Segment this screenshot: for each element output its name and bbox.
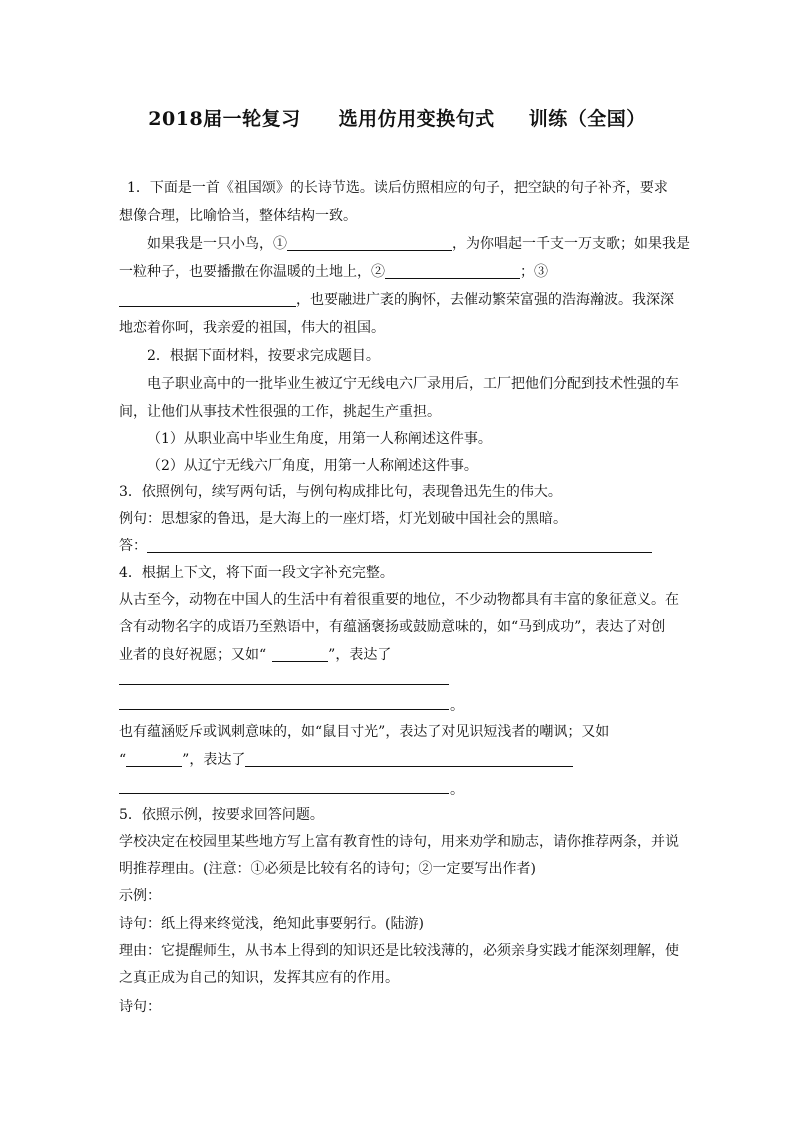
q5-reason-line-1: 理由：它提醒师生，从书本上得到的知识还是比较浅薄的，必须亲身实践才能深刻理解，使: [119, 943, 679, 959]
q1-line-3-text-b: ，为你唱起一千支一万支歌；如果我是: [452, 236, 690, 252]
q1-blank-2[interactable]: [385, 262, 520, 279]
q2-line-1: 2．根据下面材料，按要求完成题目。: [147, 348, 380, 364]
q4-line-2: 从古至今，动物在中国人的生活中有着很重要的地位，不少动物都具有丰富的象征意义。在: [119, 592, 679, 608]
q4-answer-rule-2[interactable]: [119, 709, 449, 710]
title-part-1: 2018届一轮复习: [148, 108, 301, 130]
q2-line-2: 电子职业高中的一批毕业生被辽宁无线电六厂录用后，工厂把他们分配到技术性强的车: [147, 376, 679, 392]
q1-blank-1[interactable]: [287, 234, 452, 251]
q1-line-5: [119, 286, 679, 314]
q3-example: 例句：思想家的鲁迅，是大海上的一座灯塔，灯光划破中国社会的黑暗。: [119, 511, 567, 527]
q2-line-3: 间，让他们从事技术性很强的工作，挑起生产重担。: [119, 404, 441, 420]
q4-blank-idiom-1[interactable]: [272, 645, 328, 662]
q3-answer-blank[interactable]: [147, 536, 652, 553]
q5-reason-line-2: 之真正成为自己的知识，发挥其应有的作用。: [119, 970, 399, 986]
q4-blank-meaning-2[interactable]: [245, 750, 573, 767]
q5-line-3: 明推荐理由。(注意：①必须是比较有名的诗句；②一定要写出作者): [119, 861, 536, 877]
q4-line-8: [119, 746, 679, 774]
q1-line-4-text-a: 一粒种子，也要播撒在你温暖的土地上，②: [119, 264, 385, 280]
title-part-3: 训练（全国）: [528, 108, 646, 130]
q5-example-label: 示例：: [119, 888, 161, 904]
q4-line-4-text-b: ”，表达了: [328, 647, 392, 663]
q4-line-8-text-a: “: [119, 752, 127, 768]
q4-answer-rule-3[interactable]: [119, 793, 449, 794]
q4-period-2: 。: [450, 782, 464, 798]
q1-line-5-text-b: ，也要融进广袤的胸怀，去催动繁荣富强的浩海瀚波。我深深: [296, 292, 674, 308]
q2-sub-1: （1）从职业高中毕业生角度，用第一人称阐述这件事。: [147, 431, 492, 447]
q4-answer-rule-1[interactable]: [119, 684, 449, 685]
q1-line-6: 地恋着你呵，我亲爱的祖国，伟大的祖国。: [119, 320, 385, 336]
q4-period-1: 。: [450, 698, 464, 714]
q5-poem-label: 诗句：: [119, 999, 161, 1015]
q1-line-3: [147, 230, 707, 258]
q1-line-3-text-a: 如果我是一只小鸟，①: [147, 236, 287, 252]
q5-line-2: 学校决定在校园里某些地方写上富有教育性的诗句，用来劝学和励志，请你推荐两条，并说: [119, 834, 679, 850]
q1-line-4: [119, 258, 679, 286]
q5-line-1: 5．依照示例，按要求回答问题。: [119, 807, 324, 823]
q4-line-4: [119, 641, 679, 669]
title-part-2: 选用仿用变换句式: [338, 108, 495, 130]
q1-line-2: 想像合理，比喻恰当，整体结构一致。: [119, 208, 357, 224]
q1-line-1: 1．下面是一首《祖国颂》的长诗节选。读后仿照相应的句子，把空缺的句子补齐，要求: [127, 180, 668, 196]
q4-line-4-text-a: 业者的良好祝愿；又如“: [119, 647, 267, 663]
q2-sub-2: （2）从辽宁无线六厂角度，用第一人称阐述这件事。: [147, 458, 478, 474]
q4-line-7: 也有蕴涵贬斥或讽刺意味的，如“鼠目寸光”，表达了对见识短浅者的嘲讽；又如: [119, 724, 610, 740]
q4-blank-idiom-2[interactable]: [126, 750, 182, 767]
q3-answer-label: 答：: [119, 538, 147, 554]
page-title: [0, 104, 794, 131]
q3-line-1: 3．依照例句，续写两句话，与例句构成排比句，表现鲁迅先生的伟大。: [119, 484, 562, 500]
q4-line-8-text-b: ”，表达了: [182, 752, 246, 768]
q3-answer-line: [119, 532, 679, 560]
q5-example-poem: 诗句：纸上得来终觉浅，绝知此事要躬行。(陆游): [119, 916, 424, 932]
q4-line-3: 含有动物名字的成语乃至熟语中，有蕴涵褒扬或鼓励意味的，如“马到成功”，表达了对创: [119, 619, 666, 635]
q4-line-1: 4．根据上下文，将下面一段文字补充完整。: [119, 565, 394, 581]
q1-line-4-text-b: ；③: [520, 264, 548, 280]
q1-blank-3[interactable]: [119, 290, 296, 307]
